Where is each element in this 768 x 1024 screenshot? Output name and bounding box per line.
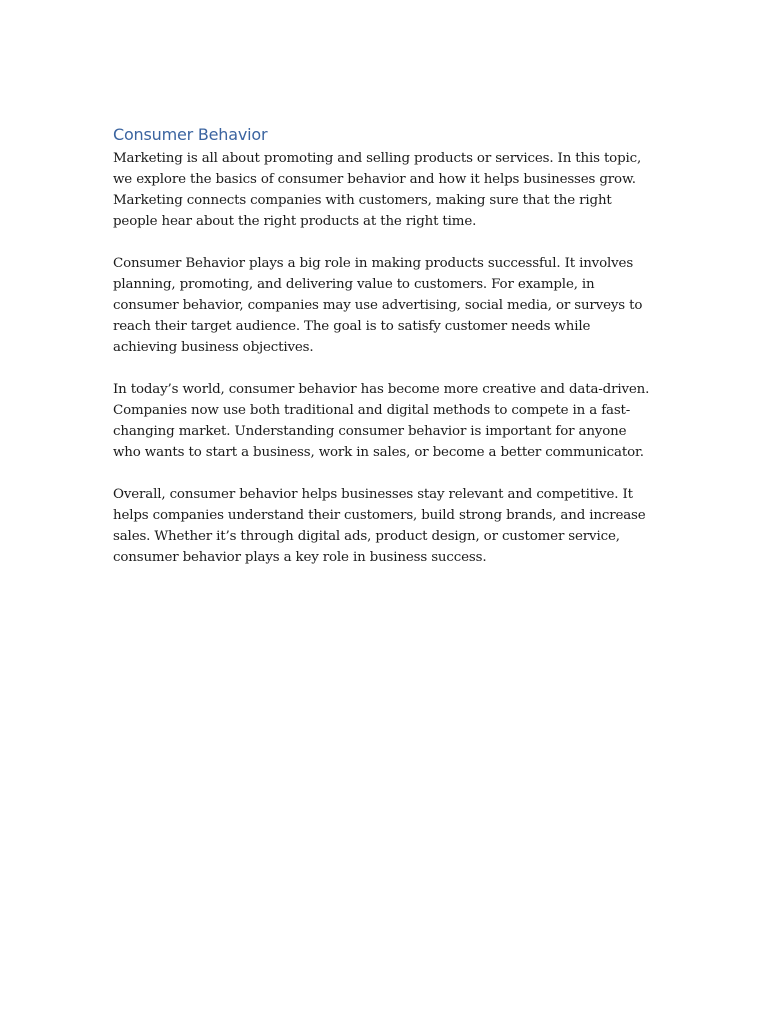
paragraph-intro: Marketing is all about promoting and selling products or services. In this topic, we explore the basics of consumer behavior and how it helps businesses grow. Marketing connects companies with customers, making sure that the right people hear about the right products at the right time. bbox=[113, 151, 642, 229]
paragraph-role: Consumer Behavior plays a big role in making products successful. It involves planning, promoting, and delivering value to customers. For example, in consumer behavior, companies may use advertising, social media, or surveys to reach their target audience. The goal is to satisfy customer needs while achieving business objectives. bbox=[113, 256, 643, 355]
paragraph-todays-world: In today’s world, consumer behavior has become more creative and data-driven. Companies now use both traditional and digital methods to compete in a fast-changing market. Understanding consumer behavior is important for anyone who wants to start a business, work in sales, or become a better communicator. bbox=[113, 382, 650, 460]
document-body bbox=[113, 124, 658, 589]
document-heading: Consumer Behavior bbox=[113, 125, 268, 144]
paragraph-overall: Overall, consumer behavior helps businesses stay relevant and competitive. It helps companies understand their customers, build strong brands, and increase sales. Whether it’s through digital ads, product design, or customer service, consumer behavior plays a key role in business success. bbox=[113, 487, 646, 565]
